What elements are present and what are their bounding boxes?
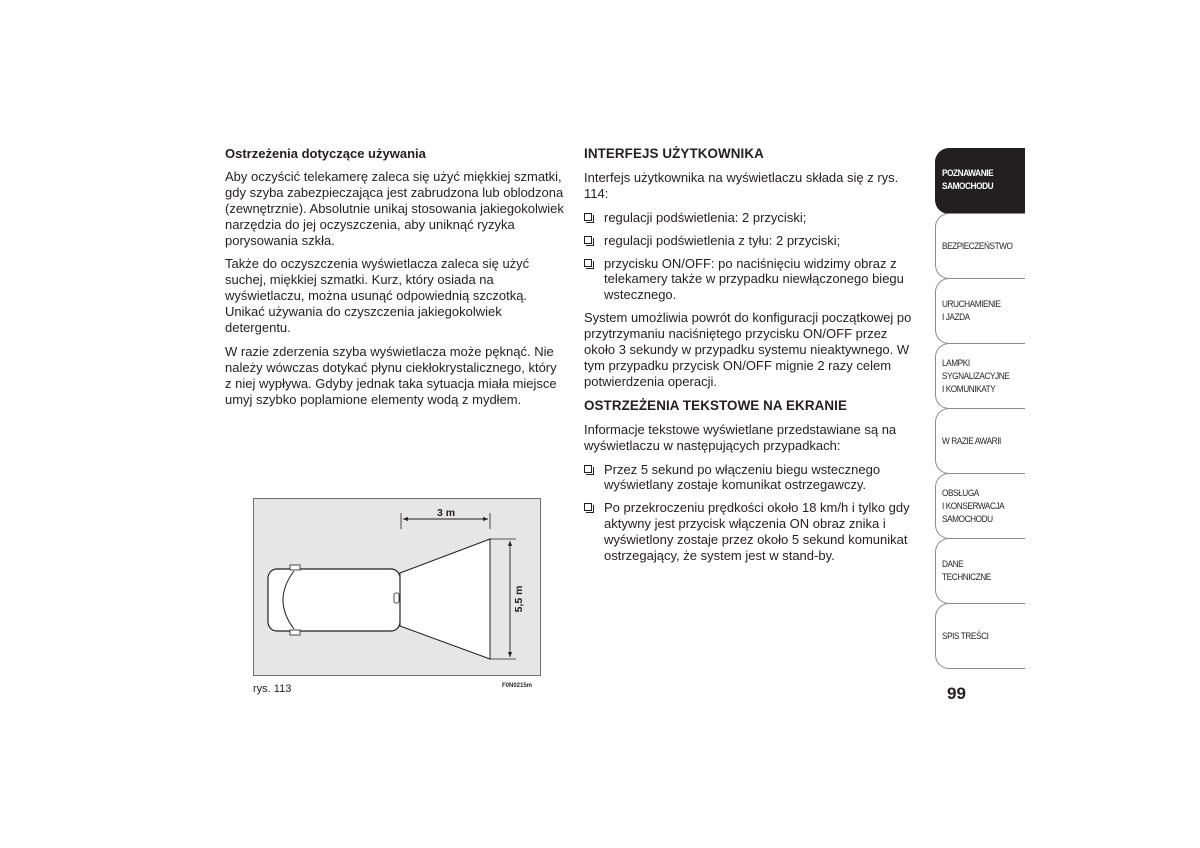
paragraph-camera-cleaning: Aby oczyścić telekamerę zaleca się użyć miękkiej szmatki, gdy szyba zabezpieczająca jest zabrudzona lub oblodzona (zewnętrznie). Absolutnie unikaj stosowania jakiegokolwiek narzędzia do jej oczyszczenia, aby uniknąć ryzyka porysowania szkła. [225, 168, 564, 248]
heading-user-interface: INTERFEJS UŻYTKOWNIKA [584, 146, 764, 161]
camera-view-diagram [254, 499, 542, 677]
chapter-tabs [935, 148, 1025, 668]
figure-code: F0N0215m [502, 683, 533, 689]
paragraph-display-cleaning: Także do oczyszczenia wyświetlacza zaleca się użyć suchej, miękkiej szmatki. Kurz, który osiada na wyświetlaczu, można usunąć odpowiednią szczotką. Unikać używania do czyszczenia jakiegokolwiek detergentu. [225, 256, 530, 336]
tab-obsluga-i-konserwacja[interactable]: OBSŁUGA I KONSERWACJA SAMOCHODU [935, 473, 1025, 539]
tab-dane-techniczne[interactable]: DANE TECHNICZNE [935, 538, 1025, 604]
checkbox-bullet-icon [584, 213, 592, 221]
width-label: 3 m [436, 507, 456, 519]
tab-uruchamienie-i-jazda[interactable]: URUCHAMIENIE I JAZDA [935, 278, 1025, 344]
paragraph-warnings-intro: Informacje tekstowe wyświetlane przedstawiane są na wyświetlaczu w następujących przypadkach: [584, 421, 897, 453]
heading-text-warnings: OSTRZEŻENIA TEKSTOWE NA EKRANIE [584, 397, 847, 413]
figure-caption: rys. 113 [253, 683, 292, 695]
tab-lampki-sygnalizacyjne[interactable]: LAMPKI SYGNALIZACYJNE I KOMUNIKATY [935, 343, 1025, 409]
tab-bezpieczenstwo[interactable]: BEZPIECZEŃSTWO [935, 213, 1025, 279]
paragraph-interface-intro: Interfejs użytkownika na wyświetlaczu składa się z rys. 114: [584, 169, 899, 201]
right-column [584, 146, 920, 571]
tab-w-razie-awarii[interactable]: W RAZIE AWARII [935, 408, 1025, 474]
figure-camera-view-area [253, 498, 541, 676]
checkbox-bullet-icon [584, 503, 592, 511]
checkbox-bullet-icon [584, 236, 592, 244]
list-item: regulacji podświetlenia z tyłu: 2 przyciski; [584, 233, 920, 249]
tab-spis-tresci[interactable]: SPIS TREŚCI [935, 603, 1025, 669]
list-item: Po przekroczeniu prędkości około 18 km/h i tylko gdy aktywny jest przycisk włączenia ON obraz znika i wyświetlony zostaje przez około 5 sekund komunikat ostrzegający, że system jest w stand-by. [584, 500, 920, 564]
paragraph-reset: System umożliwia powrót do konfiguracji początkowej po przytrzymaniu naciśniętego przycisku ON/OFF przez około 3 sekundy w przypadku systemu nieaktywnego. W tym przypadku przycisk ON/OFF mignie 2 razy celem potwierdzenia operacji. [584, 310, 912, 389]
page-number: 99 [947, 684, 966, 703]
checkbox-bullet-icon [584, 465, 592, 473]
length-label: 5,5 m [513, 585, 525, 613]
list-item: Przez 5 sekund po włączeniu biegu wstecznego wyświetlany zostaje komunikat ostrzegawczy. [584, 462, 920, 494]
left-column [225, 146, 565, 416]
tab-poznawanie-samochodu[interactable]: POZNAWANIE SAMOCHODU [935, 148, 1025, 214]
subheading-warnings: Ostrzeżenia dotyczące używania [225, 146, 426, 161]
list-item: przycisku ON/OFF: po naciśnięciu widzimy obraz z telekamery także w przypadku niewłączonego biegu wstecznego. [584, 256, 920, 304]
list-item: regulacji podświetlenia: 2 przyciski; [584, 210, 920, 226]
paragraph-collision-warning: W razie zderzenia szyba wyświetlacza może pęknąć. Nie należy wówczas dotykać płynu ciekłokrystalicznego, który z niej wypływa. Gdyby jednak taka sytuacja miała miejsce umyj szybko poplamione elementy wodą z mydłem. [225, 343, 557, 407]
checkbox-bullet-icon [584, 259, 592, 267]
